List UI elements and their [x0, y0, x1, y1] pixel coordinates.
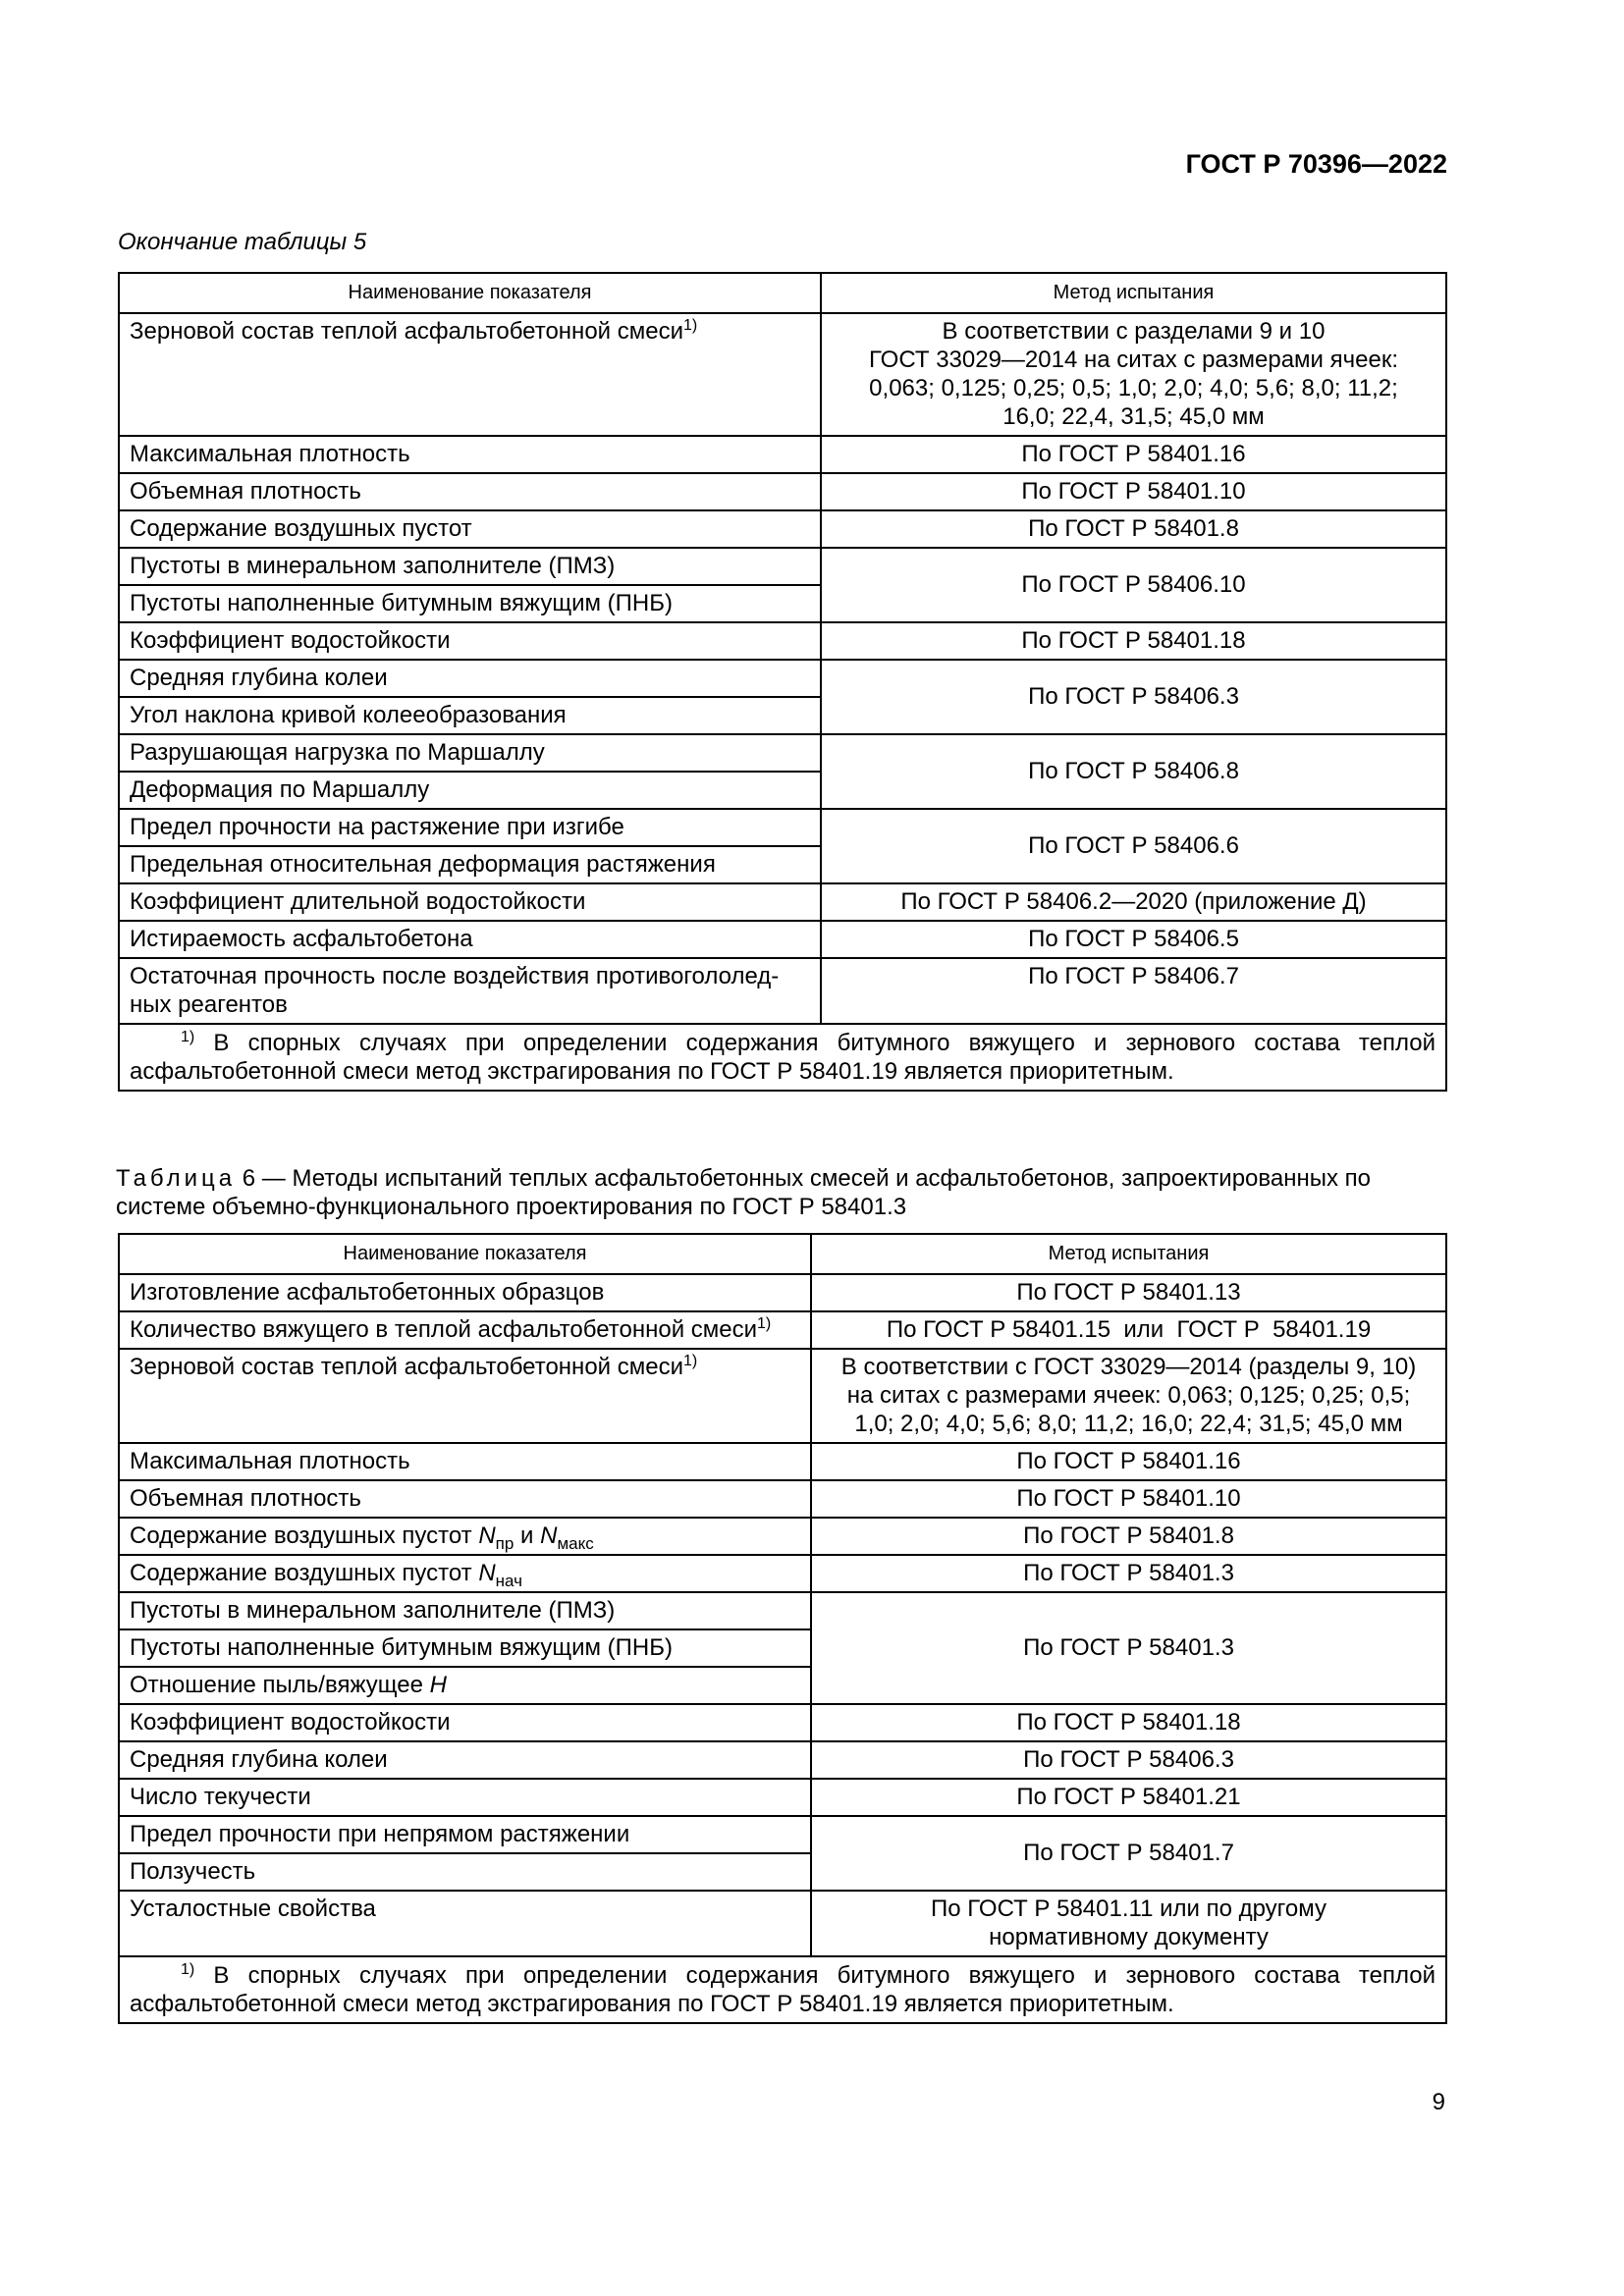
- method-cell: По ГОСТ Р 58401.11 или по другому нормативному документу: [811, 1891, 1446, 1956]
- indicator-cell: Пустоты в минеральном заполнителе (ПМЗ): [119, 1592, 811, 1629]
- table-row: [119, 1891, 1446, 1956]
- indicator-cell: Разрушающая нагрузка по Маршаллу: [119, 734, 821, 772]
- indicator-cell: Пустоты в минеральном заполнителе (ПМЗ): [119, 548, 821, 585]
- method-cell: По ГОСТ Р 58401.8: [821, 510, 1446, 548]
- indicator-cell: Ползучесть: [119, 1853, 811, 1891]
- indicator-cell: Отношение пыль/вяжущее H: [119, 1667, 811, 1704]
- table-footnote-row: [119, 1956, 1446, 2023]
- table-row: [119, 548, 1446, 585]
- table-row: [119, 436, 1446, 473]
- column-header-name: Наименование показателя: [119, 1234, 811, 1274]
- method-cell: По ГОСТ Р 58401.15 или ГОСТ Р 58401.19: [811, 1311, 1446, 1349]
- indicator-cell: Пустоты наполненные битумным вяжущим (ПНБ): [119, 1629, 811, 1667]
- indicator-cell: Деформация по Маршаллу: [119, 772, 821, 809]
- indicator-cell: Угол наклона кривой колееобразования: [119, 697, 821, 734]
- indicator-cell: Предел прочности при непрямом растяжении: [119, 1816, 811, 1853]
- method-cell: По ГОСТ Р 58401.3: [811, 1555, 1446, 1592]
- footnote-ref: 1): [683, 317, 698, 334]
- table-row: [119, 883, 1446, 921]
- indicator-cell: Средняя глубина колеи: [119, 660, 821, 697]
- method-cell: По ГОСТ Р 58401.13: [811, 1274, 1446, 1311]
- method-cell: По ГОСТ Р 58406.3: [821, 660, 1446, 734]
- column-header-name: Наименование показателя: [119, 273, 821, 313]
- method-cell: По ГОСТ Р 58401.16: [821, 436, 1446, 473]
- table-header-row: [119, 1234, 1446, 1274]
- table-row: [119, 809, 1446, 846]
- indicator-cell: Максимальная плотность: [119, 436, 821, 473]
- indicator-cell: Содержание воздушных пустот $N_{пр}$ и $N_{макс}$: [119, 1518, 811, 1555]
- table-row: [119, 921, 1446, 958]
- table-row: [119, 1311, 1446, 1349]
- table-row: [119, 1480, 1446, 1518]
- indicator-cell: Зерновой состав теплой асфальтобетонной смеси$^{1)}$: [119, 313, 821, 436]
- indicator-cell: Максимальная плотность: [119, 1443, 811, 1480]
- table-row: [119, 1741, 1446, 1779]
- method-cell: По ГОСТ Р 58406.5: [821, 921, 1446, 958]
- indicator-cell: Коэффициент водостойкости: [119, 1704, 811, 1741]
- method-cell: По ГОСТ Р 58406.6: [821, 809, 1446, 883]
- table5: [118, 272, 1447, 1092]
- table-row: [119, 510, 1446, 548]
- indicator-cell: Число текучести: [119, 1779, 811, 1816]
- method-cell: В соответствии с ГОСТ 33029—2014 (разделы 9, 10) на ситах с размерами ячеек: 0,063; 0,125; 0,25; 0,5; 1,0; 2,0; 4,0; 5,6; 8,0; 11,2; 16,0; 22,4; 31,5; 45,0 мм: [811, 1349, 1446, 1443]
- method-cell: По ГОСТ Р 58401.18: [811, 1704, 1446, 1741]
- indicator-cell: Содержание воздушных пустот: [119, 510, 821, 548]
- table-row: [119, 1779, 1446, 1816]
- indicator-cell: Средняя глубина колеи: [119, 1741, 811, 1779]
- indicator-cell: Объемная плотность: [119, 473, 821, 510]
- indicator-cell: Зерновой состав теплой асфальтобетонной смеси$^{1)}$: [119, 1349, 811, 1443]
- method-cell: По ГОСТ Р 58401.16: [811, 1443, 1446, 1480]
- table6-caption: Таблица 6 — Методы испытаний теплых асфальтобетонных смесей и асфальтобетонов, запроектированных по системе объемно-функционального проектирования по ГОСТ Р 58401.3: [116, 1165, 1371, 1220]
- indicator-cell: Предельная относительная деформация растяжения: [119, 846, 821, 883]
- indicator-cell: Пустоты наполненные битумным вяжущим (ПНБ): [119, 585, 821, 622]
- table-row: [119, 1518, 1446, 1555]
- table6: [118, 1233, 1447, 2024]
- indicator-cell: Содержание воздушных пустот $N_{нач}$: [119, 1555, 811, 1592]
- page-number: 9: [1432, 2089, 1445, 2115]
- table-row: [119, 622, 1446, 660]
- indicator-cell: Объемная плотность: [119, 1480, 811, 1518]
- table-row: [119, 1349, 1446, 1443]
- indicator-cell: Усталостные свойства: [119, 1891, 811, 1956]
- table-header-row: [119, 273, 1446, 313]
- table5-continuation-title: Окончание таблицы 5: [118, 229, 367, 255]
- table-row: [119, 958, 1446, 1024]
- indicator-cell: Коэффициент водостойкости: [119, 622, 821, 660]
- table-row: [119, 734, 1446, 772]
- table-row: [119, 660, 1446, 697]
- indicator-cell: Количество вяжущего в теплой асфальтобетонной смеси$^{1)}$: [119, 1311, 811, 1349]
- table-footnote-row: [119, 1024, 1446, 1091]
- method-cell: По ГОСТ Р 58401.10: [811, 1480, 1446, 1518]
- method-cell: В соответствии с разделами 9 и 10 ГОСТ 33029—2014 на ситах с размерами ячеек: 0,063; 0,125; 0,25; 0,5; 1,0; 2,0; 4,0; 5,6; 8,0; 11,2; 16,0; 22,4, 31,5; 45,0 мм: [821, 313, 1446, 436]
- method-cell: По ГОСТ Р 58406.3: [811, 1741, 1446, 1779]
- indicator-cell: Остаточная прочность после воздействия противогололед- ных реагентов: [119, 958, 821, 1024]
- indicator-cell: Изготовление асфальтобетонных образцов: [119, 1274, 811, 1311]
- table-row: [119, 1704, 1446, 1741]
- method-cell: По ГОСТ Р 58401.21: [811, 1779, 1446, 1816]
- method-cell: По ГОСТ Р 58406.10: [821, 548, 1446, 622]
- method-cell: По ГОСТ Р 58406.8: [821, 734, 1446, 809]
- table-row: [119, 473, 1446, 510]
- column-header-method: Метод испытания: [821, 273, 1446, 313]
- table-row: [119, 1274, 1446, 1311]
- footnote-ref: 1): [757, 1315, 772, 1332]
- indicator-cell: Предел прочности на растяжение при изгибе: [119, 809, 821, 846]
- method-cell: По ГОСТ Р 58401.7: [811, 1816, 1446, 1891]
- column-header-method: Метод испытания: [811, 1234, 1446, 1274]
- table-footnote: $^{1)}$ В спорных случаях при определении содержания битумного вяжущего и зернового состава теплой асфальтобетонной смеси метод экстрагирования по ГОСТ Р 58401.19 является приоритетным.: [119, 1956, 1446, 2023]
- indicator-cell: Истираемость асфальтобетона: [119, 921, 821, 958]
- table-row: [119, 1443, 1446, 1480]
- table-row: [119, 1555, 1446, 1592]
- method-cell: По ГОСТ Р 58401.3: [811, 1592, 1446, 1704]
- table-row: [119, 313, 1446, 436]
- footnote-ref: 1): [683, 1353, 698, 1369]
- method-cell: По ГОСТ Р 58401.18: [821, 622, 1446, 660]
- table-row: [119, 1592, 1446, 1629]
- table-footnote: $^{1)}$ В спорных случаях при определении содержания битумного вяжущего и зернового состава теплой асфальтобетонной смеси метод экстрагирования по ГОСТ Р 58401.19 является приоритетным.: [119, 1024, 1446, 1091]
- method-cell: По ГОСТ Р 58406.7: [821, 958, 1446, 1024]
- table-row: [119, 1816, 1446, 1853]
- method-cell: По ГОСТ Р 58406.2—2020 (приложение Д): [821, 883, 1446, 921]
- document-id: ГОСТ Р 70396—2022: [1185, 149, 1447, 179]
- indicator-cell: Коэффициент длительной водостойкости: [119, 883, 821, 921]
- method-cell: По ГОСТ Р 58401.8: [811, 1518, 1446, 1555]
- method-cell: По ГОСТ Р 58401.10: [821, 473, 1446, 510]
